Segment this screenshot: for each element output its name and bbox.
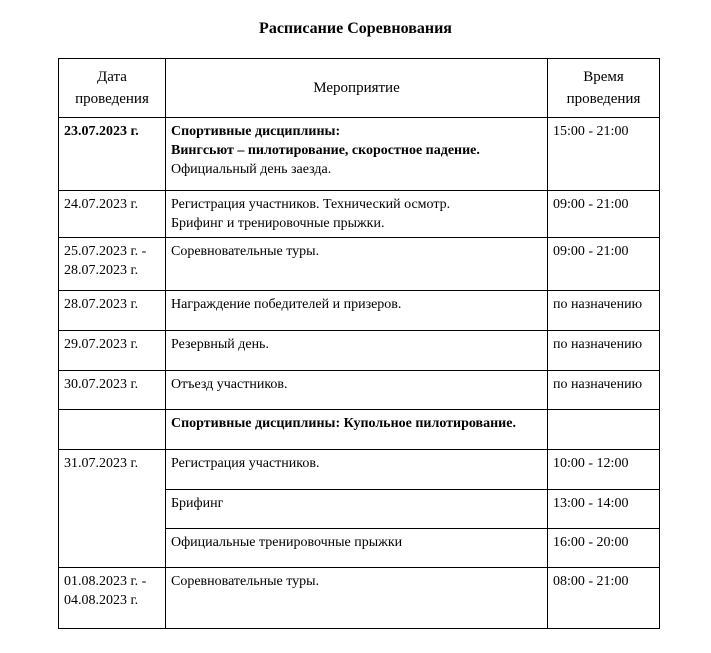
time-cell: по назначению — [548, 371, 660, 410]
time-cell: 13:00 - 14:00 — [548, 490, 660, 529]
time-cell: по назначению — [548, 331, 660, 371]
event-cell: Регистрация участников. — [166, 450, 548, 490]
event-cell: Соревновательные туры. — [166, 568, 548, 629]
event-cell: Официальные тренировочные прыжки — [166, 529, 548, 568]
event-bold-line: Вингсьют – пилотирование, скоростное падение. — [171, 143, 480, 158]
date-cell — [59, 410, 166, 450]
event-cell: Брифинг — [166, 490, 548, 529]
header-date: Дата проведения — [59, 59, 166, 118]
time-cell: 08:00 - 21:00 — [548, 568, 660, 629]
table-row — [59, 371, 660, 410]
event-cell: Соревновательные туры. — [166, 238, 548, 291]
event-line: Брифинг и тренировочные прыжки. — [171, 216, 385, 231]
event-cell — [166, 191, 548, 238]
event-line: Официальный день заезда. — [171, 162, 332, 177]
header-event: Мероприятие — [166, 59, 548, 118]
table-row — [59, 118, 660, 191]
table-row — [59, 191, 660, 238]
event-cell: Резервный день. — [166, 331, 548, 371]
header-time: Время проведения — [548, 59, 660, 118]
table-header-row — [59, 59, 660, 118]
table-row — [59, 450, 660, 490]
table-row — [59, 568, 660, 629]
event-cell: Отъезд участников. — [166, 371, 548, 410]
time-cell: 10:00 - 12:00 — [548, 450, 660, 490]
date-cell: 31.07.2023 г. — [59, 450, 166, 568]
time-cell: по назначению — [548, 291, 660, 331]
event-cell: Награждение победителей и призеров. — [166, 291, 548, 331]
time-cell: 15:00 - 21:00 — [548, 118, 660, 191]
event-line: Регистрация участников. Технический осмотр. — [171, 197, 451, 212]
table-row — [59, 331, 660, 371]
date-cell: 23.07.2023 г. — [59, 118, 166, 191]
event-cell: Спортивные дисциплины: Купольное пилотирование. — [166, 410, 548, 450]
document-title: Расписание Соревнования — [259, 20, 452, 37]
schedule-table — [58, 58, 660, 629]
date-cell: 28.07.2023 г. — [59, 291, 166, 331]
time-cell: 16:00 - 20:00 — [548, 529, 660, 568]
table-row — [59, 410, 660, 450]
event-cell — [166, 118, 548, 191]
time-cell — [548, 410, 660, 450]
date-cell: 25.07.2023 г. - 28.07.2023 г. — [59, 238, 166, 291]
date-cell: 30.07.2023 г. — [59, 371, 166, 410]
time-cell: 09:00 - 21:00 — [548, 191, 660, 238]
date-cell: 29.07.2023 г. — [59, 331, 166, 371]
event-bold-line: Спортивные дисциплины: — [171, 124, 341, 139]
table-row — [59, 291, 660, 331]
date-cell: 24.07.2023 г. — [59, 191, 166, 238]
date-cell: 01.08.2023 г. - 04.08.2023 г. — [59, 568, 166, 629]
table-row — [59, 238, 660, 291]
time-cell: 09:00 - 21:00 — [548, 238, 660, 291]
